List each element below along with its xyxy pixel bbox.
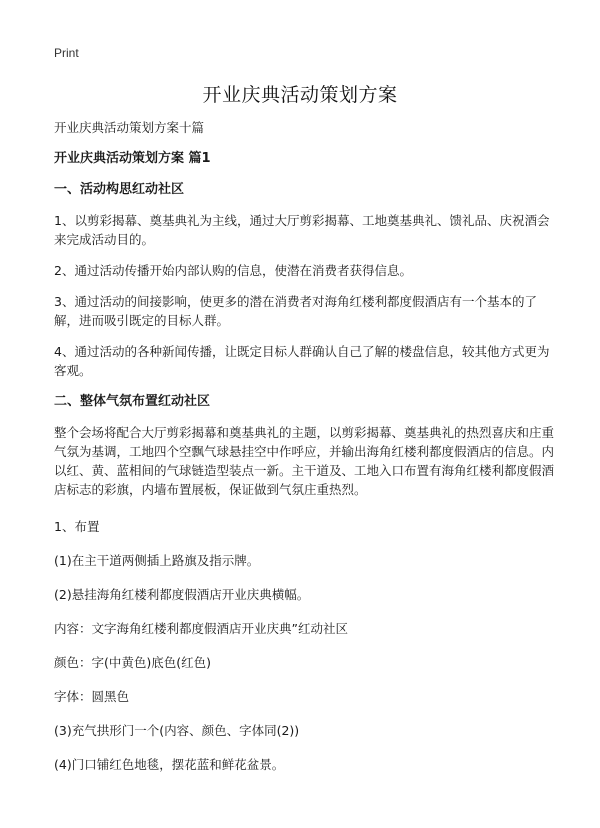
section1-item-4: 4、通过活动的各种新闻传播，让既定目标人群确认自己了解的楼盘信息，较其他方式更为客观。 <box>54 344 550 378</box>
section1-item-2: 2、通过活动传播开始内部认购的信息，使潜在消费者获得信息。 <box>54 263 412 278</box>
section2-heading: 二、整体气氛布置红动社区 <box>54 394 211 409</box>
page-title: 开业庆典活动策划方案 <box>202 84 398 106</box>
section1-item-1: 1、以剪彩揭幕、奠基典礼为主线，通过大厅剪彩揭幕、工地奠基典礼、馈礼品、庆祝酒会来完成活动目的。 <box>54 213 550 247</box>
section2-line-2: (2)悬挂海角红楼利都度假酒店开业庆典横幅。 <box>54 587 310 602</box>
section2-line-3: 内容：文字海角红楼利都度假酒店开业庆典”红动社区 <box>54 621 348 636</box>
section2-intro: 整个会场将配合大厅剪彩揭幕和奠基典礼的主题，以剪彩揭幕、奠基典礼的热烈喜庆和庄重气氛为基调，工地四个空飘气球悬挂空中作呼应，并输出海角红楼利都度假酒店的信息。内以红、黄、蓝相间的气球链造型装点一新。主干道及、工地入口布置有海角红楼利都度假酒店标志的彩旗，内墙布置展板，保证做到气氛庄重热烈。 <box>54 425 555 497</box>
section2-line-7: (4)门口铺红色地毯，摆花蓝和鲜花盆景。 <box>54 757 285 772</box>
document-subtitle: 开业庆典活动策划方案十篇 <box>54 120 205 135</box>
chapter-heading: 开业庆典活动策划方案 篇1 <box>54 151 211 166</box>
section2-line-6: (3)充气拱形门一个(内容、颜色、字体同(2)) <box>54 723 300 738</box>
section1-item-3: 3、通过活动的间接影响，使更多的潜在消费者对海角红楼利都度假酒店有一个基本的了解，进而吸引既定的目标人群。 <box>54 294 537 328</box>
document-body <box>54 118 554 789</box>
section2-line-4: 颜色：字(中黄色)底色(红色) <box>54 655 212 670</box>
section2-line-1: (1)在主干道两侧插上路旗及指示牌。 <box>54 553 260 568</box>
section1-heading: 一、活动构思红动社区 <box>54 182 185 197</box>
print-label[interactable]: Print <box>54 46 79 60</box>
section2-subheading: 1、布置 <box>54 519 100 534</box>
section2-line-5: 字体：圆黑色 <box>54 689 130 704</box>
